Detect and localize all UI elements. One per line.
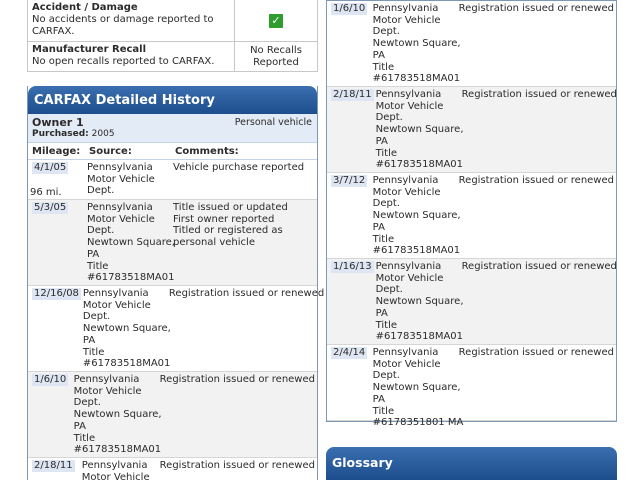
recall-text: No open recalls reported to CARFAX. <box>32 56 215 67</box>
record-source-line: PA <box>73 420 86 432</box>
record-source-line: Dept. <box>375 284 403 296</box>
recall-row <box>28 41 317 72</box>
record-comments <box>457 1 616 86</box>
history-records-left <box>28 160 325 480</box>
record-date: 1/6/10 <box>34 374 67 385</box>
record-source-line: PA <box>87 248 100 260</box>
record-source <box>85 160 171 199</box>
record-comments <box>171 200 317 285</box>
recall-title: Manufacturer Recall <box>32 44 147 55</box>
record-comment-line: Registration issued or renewed <box>168 288 325 299</box>
purchased-year: 2005 <box>91 129 115 139</box>
record-source-line: Title <box>73 432 96 444</box>
record-source-line: Newtown Square, <box>73 409 162 421</box>
record-source-line: Newtown Square, <box>372 38 461 50</box>
record-comments <box>167 286 326 371</box>
record-source <box>80 458 158 480</box>
record-comment-line: Titled or registered as <box>173 225 283 237</box>
record-source-line: Pennsylvania <box>372 3 439 14</box>
record-source-line: Newtown Square, <box>87 237 175 249</box>
record-source-line: Pennsylvania <box>372 175 439 186</box>
record-comment-line: First owner reported <box>173 213 275 225</box>
recall-status-line2: Reported <box>253 57 299 68</box>
record-source-line: PA <box>372 393 385 405</box>
record-source-line: #61783518MA01 <box>375 159 464 171</box>
record-source-line: Dept. <box>73 397 101 409</box>
accident-text: No accidents or damage reported to CARFAX. <box>32 14 214 37</box>
record-source-line: #61783518MA01 <box>372 73 461 85</box>
record-source-line: Title <box>372 61 395 73</box>
record-source <box>374 259 464 344</box>
record-source-line: PA <box>375 307 388 319</box>
record-source-line: #6178351801 MA <box>372 417 464 429</box>
record-source <box>85 200 175 285</box>
vehicle-type: Personal vehicle <box>234 117 312 128</box>
accident-status <box>235 0 317 41</box>
owner-title: Owner 1 <box>32 116 84 129</box>
record-mileage-cell <box>28 200 85 285</box>
recall-status-line1: No Recalls <box>250 45 302 56</box>
record-source-line: Pennsylvania <box>87 202 153 213</box>
history-record <box>28 372 317 458</box>
record-source-line: Motor Vehicle <box>87 213 155 225</box>
recall-cell <box>28 42 235 72</box>
record-source-line: Title <box>375 147 397 159</box>
record-source-line: Pennsylvania <box>82 288 149 299</box>
history-record <box>327 87 616 173</box>
record-source-line: Pennsylvania <box>372 347 439 358</box>
record-source-line: Pennsylvania <box>87 162 153 173</box>
record-date: 12/16/08 <box>34 288 79 299</box>
record-source-line: Title <box>372 233 395 245</box>
recall-status <box>235 42 317 72</box>
record-source <box>371 173 461 258</box>
record-source-line: Motor Vehicle <box>73 385 142 397</box>
history-record <box>28 286 325 372</box>
history-record <box>327 259 616 345</box>
summary-table <box>27 0 318 72</box>
record-source-line: Pennsylvania <box>375 89 442 100</box>
record-source-line: #61783518MA01 <box>372 245 461 257</box>
record-source-line: Motor Vehicle <box>375 100 444 112</box>
record-comments <box>158 458 317 480</box>
record-comment-line: Registration issued or renewed <box>458 347 614 358</box>
record-source-line: Dept. <box>87 185 115 197</box>
record-source-line: Newtown Square, <box>372 382 461 394</box>
record-source-line: PA <box>82 334 96 346</box>
record-mileage-cell <box>28 458 80 480</box>
record-date: 1/6/10 <box>333 3 366 14</box>
left-column <box>27 0 325 480</box>
record-source-line: PA <box>372 221 385 233</box>
record-source-line: Dept. <box>82 311 111 323</box>
record-mileage-cell <box>327 87 374 172</box>
record-source-line: Newtown Square, <box>372 210 461 222</box>
record-source-line: #61783518MA01 <box>73 444 162 456</box>
record-source-line: Title <box>372 405 395 417</box>
record-date: 5/3/05 <box>34 202 67 213</box>
detailed-history-panel-continued <box>326 0 617 429</box>
record-comments <box>460 87 619 172</box>
record-source-line: Dept. <box>372 198 400 210</box>
history-record <box>28 160 317 200</box>
record-source-line: Title <box>82 346 105 358</box>
right-column <box>326 0 617 429</box>
record-comments <box>460 259 619 344</box>
record-source-line: Motor Vehicle <box>372 358 441 370</box>
history-record <box>28 458 317 480</box>
green-check-icon: ✓ <box>269 14 283 28</box>
record-source-line: Dept. <box>372 370 400 382</box>
record-source-line: Dept. <box>375 112 403 124</box>
record-comments <box>457 345 616 420</box>
record-mileage-cell <box>28 160 85 199</box>
history-record <box>327 345 616 429</box>
record-mileage-cell <box>28 286 81 371</box>
record-comments <box>171 160 317 199</box>
record-source-line: Motor Vehicle <box>81 471 150 480</box>
owner-block <box>28 114 317 143</box>
record-source-line: Motor Vehicle <box>82 299 151 311</box>
record-comments <box>158 372 317 457</box>
record-comment-line: Registration issued or renewed <box>461 261 617 272</box>
record-source-line: PA <box>372 49 385 61</box>
record-source-line: Pennsylvania <box>73 374 140 385</box>
history-record <box>327 1 616 87</box>
record-comment-line: Title issued or updated <box>173 202 288 213</box>
record-source <box>371 345 464 429</box>
record-date: 2/18/11 <box>333 89 372 100</box>
comments-header: Comments: <box>175 146 239 157</box>
record-source-line: #61783518MA01 <box>87 272 175 284</box>
record-comments <box>457 173 616 258</box>
record-mileage-cell <box>327 1 371 86</box>
record-mileage-cell <box>327 259 374 344</box>
record-source-line: PA <box>375 135 388 147</box>
record-source-line: #61783518MA01 <box>375 331 464 343</box>
accident-title: Accident / Damage <box>32 2 138 13</box>
mileage-header: Mileage: <box>32 146 81 157</box>
record-source <box>72 372 162 457</box>
record-mileage-cell <box>28 372 72 457</box>
record-comment-line: Registration issued or renewed <box>458 3 614 14</box>
record-source-line: Motor Vehicle <box>372 186 441 198</box>
record-source-line: Title <box>87 260 109 272</box>
accident-cell <box>28 0 235 41</box>
record-comment-line: Registration issued or renewed <box>458 175 614 186</box>
record-date: 4/1/05 <box>34 162 67 173</box>
record-mileage-cell <box>327 345 371 420</box>
owner-purchased <box>32 129 313 139</box>
record-source-line: Newtown Square, <box>375 296 464 308</box>
record-source-line: Title <box>375 319 397 331</box>
record-source-line: Motor Vehicle <box>375 272 444 284</box>
record-mileage-cell <box>327 173 371 258</box>
source-header: Source: <box>89 146 132 157</box>
column-headers <box>28 143 317 160</box>
record-source-line: Pennsylvania <box>375 261 442 272</box>
record-source-line: Newtown Square, <box>375 124 464 136</box>
record-comment-line: Vehicle purchase reported <box>173 162 305 173</box>
record-source <box>374 87 464 172</box>
record-source-line: Motor Vehicle <box>372 14 441 26</box>
record-comment-line: Registration issued or renewed <box>159 374 315 385</box>
record-date: 2/18/11 <box>34 460 73 471</box>
purchased-label: Purchased: <box>32 129 89 139</box>
record-source-line: Dept. <box>372 26 400 38</box>
record-comment-line: personal vehicle <box>173 237 255 249</box>
record-source-line: #61783518MA01 <box>82 358 171 370</box>
record-mileage: 96 mi. <box>30 187 62 198</box>
history-records-right <box>327 1 617 429</box>
record-comment-line: Registration issued or renewed <box>461 89 617 100</box>
record-source <box>81 286 171 371</box>
record-source-line: Newtown Square, <box>82 323 171 335</box>
record-date: 2/4/14 <box>333 347 366 358</box>
record-source <box>371 1 461 86</box>
record-comment-line: Registration issued or renewed <box>159 460 315 471</box>
accident-row <box>28 0 317 41</box>
record-date: 3/7/12 <box>333 175 366 186</box>
detailed-history-heading: CARFAX Detailed History <box>28 86 317 114</box>
record-source-line: Dept. <box>87 225 115 237</box>
record-date: 1/16/13 <box>333 261 372 272</box>
record-source-line: Pennsylvania <box>81 460 148 471</box>
detailed-history-panel <box>27 86 325 480</box>
history-record <box>28 200 317 286</box>
history-record <box>327 173 616 259</box>
glossary-heading: Glossary <box>326 447 617 480</box>
record-source-line: Motor Vehicle <box>87 173 155 185</box>
